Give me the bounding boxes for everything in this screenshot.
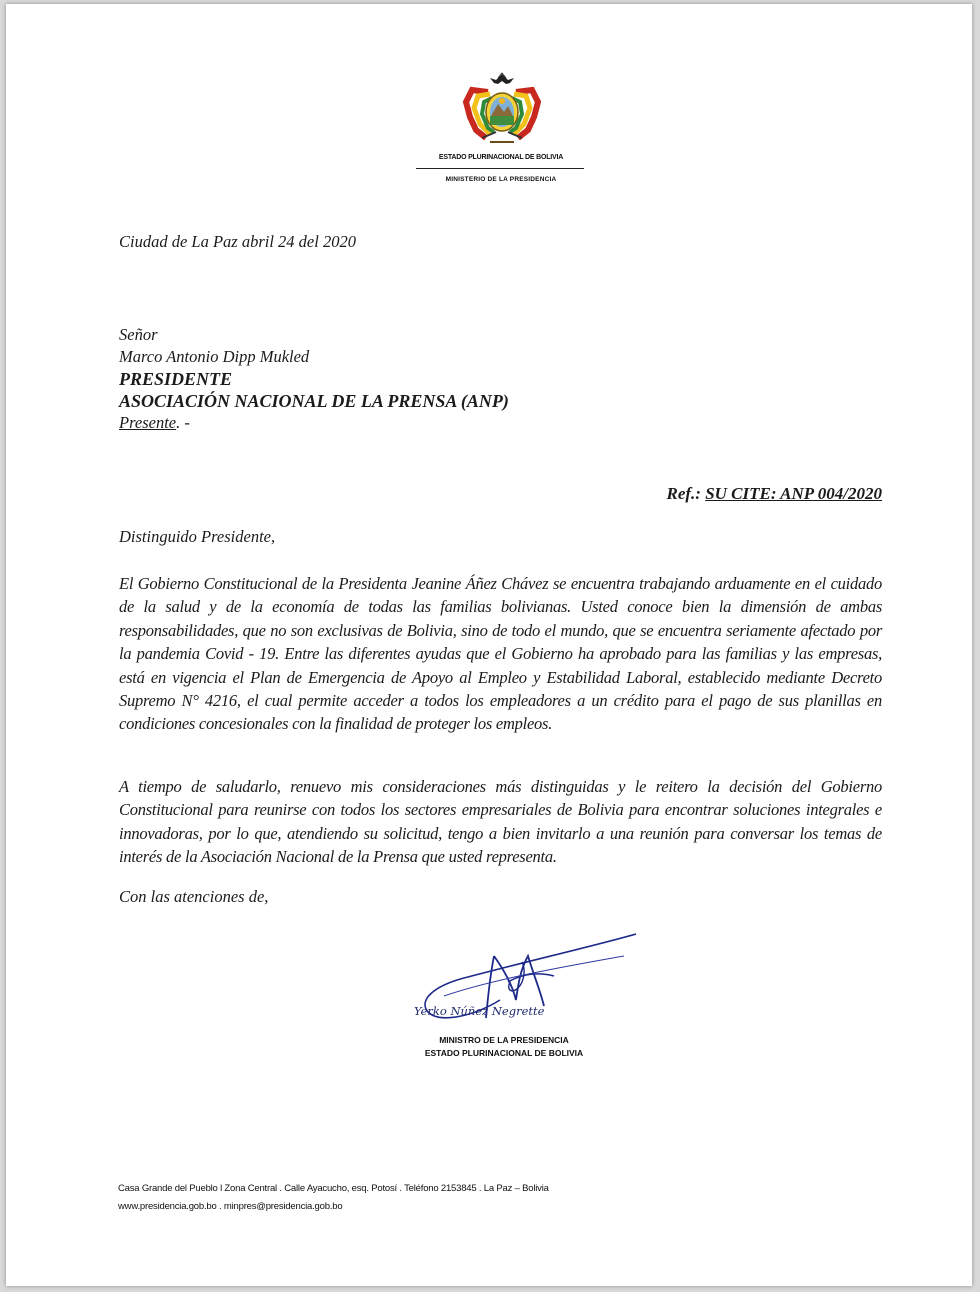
body-paragraph: El Gobierno Constitucional de la Presidenta Jeanine Áñez Chávez se encuentra trabajando arduamente en el cuidado de la salud y de la economía de todas las familias bolivianas. Usted conoce bien la dimensión de ambas responsabilidades, que no son exclusivas de Bolivia, sino de todo el mundo, que se encuentra seriamente afectado por la pandemia Covid - 19. Entre las diferentes ayudas que el Gobierno ha aprobado para las familias y las empresas, está en vigencia el Plan de Emergencia de Apoyo al Empleo y Estabilidad Laboral, establecido mediante Decreto Supremo N° 4216, el cual permite acceder a todos los empleadores a un crédito para el pago de sus planillas en condiciones concesionales con la finalidad de proteger los empleos. <box>119 574 882 734</box>
handwritten-signature <box>404 926 644 1036</box>
signer-title-block <box>406 1034 602 1060</box>
reference-label: Ref.: <box>666 484 701 503</box>
addressee-organization: ASOCIACIÓN NACIONAL DE LA PRENSA (ANP) <box>119 391 509 411</box>
addressee-name: Marco Antonio Dipp Mukled <box>119 347 310 366</box>
addressee-presente-line <box>119 412 509 434</box>
letterhead-divider <box>416 168 584 169</box>
addressee-presente-suffix: . - <box>176 413 190 432</box>
letter-footer <box>118 1180 918 1216</box>
bolivia-coat-of-arms-icon <box>452 72 552 150</box>
signer-institution-line: ESTADO PLURINACIONAL DE BOLIVIA <box>424 1048 584 1058</box>
letterhead-ministry-name: MINISTERIO DE LA PRESIDENCIA <box>445 176 557 183</box>
addressee-title: Señor <box>119 325 158 344</box>
addressee-position: PRESIDENTE <box>119 369 233 389</box>
letter-page <box>6 4 972 1286</box>
signer-name: Yerko Núñez Negrette <box>414 1004 545 1018</box>
closing: Con las atenciones de, <box>119 887 269 906</box>
addressee-block <box>119 324 509 434</box>
salutation: Distinguido Presidente, <box>119 527 276 546</box>
body-paragraph: A tiempo de saludarlo, renuevo mis consideraciones más distinguidas y le reitero la decisión del Gobierno Constitucional para reunirse con todos los sectores empresariales de Bolivia para encontrar soluciones integrales e innovadoras, por lo que, atendiendo su solicitud, tengo a bien invitarlo a una reunión para conversar los temas de interés de la Asociación Nacional de la Prensa que usted representa. <box>119 777 882 867</box>
letter-date: Ciudad de La Paz abril 24 del 2020 <box>119 232 356 251</box>
addressee-presente: Presente <box>119 413 177 432</box>
signer-title-line: MINISTRO DE LA PRESIDENCIA <box>439 1035 569 1045</box>
reference-line <box>666 484 882 504</box>
reference-cite: SU CITE: ANP 004/2020 <box>705 484 882 503</box>
letterhead-org-name: ESTADO PLURINACIONAL DE BOLIVIA <box>438 154 564 161</box>
footer-address: Casa Grande del Pueblo l Zona Central . Calle Ayacucho, esq. Potosí . Teléfono 2153845 . La Paz – Bolivia <box>118 1183 549 1194</box>
footer-web-email: www.presidencia.gob.bo . minpres@presidencia.gob.bo <box>118 1201 343 1212</box>
